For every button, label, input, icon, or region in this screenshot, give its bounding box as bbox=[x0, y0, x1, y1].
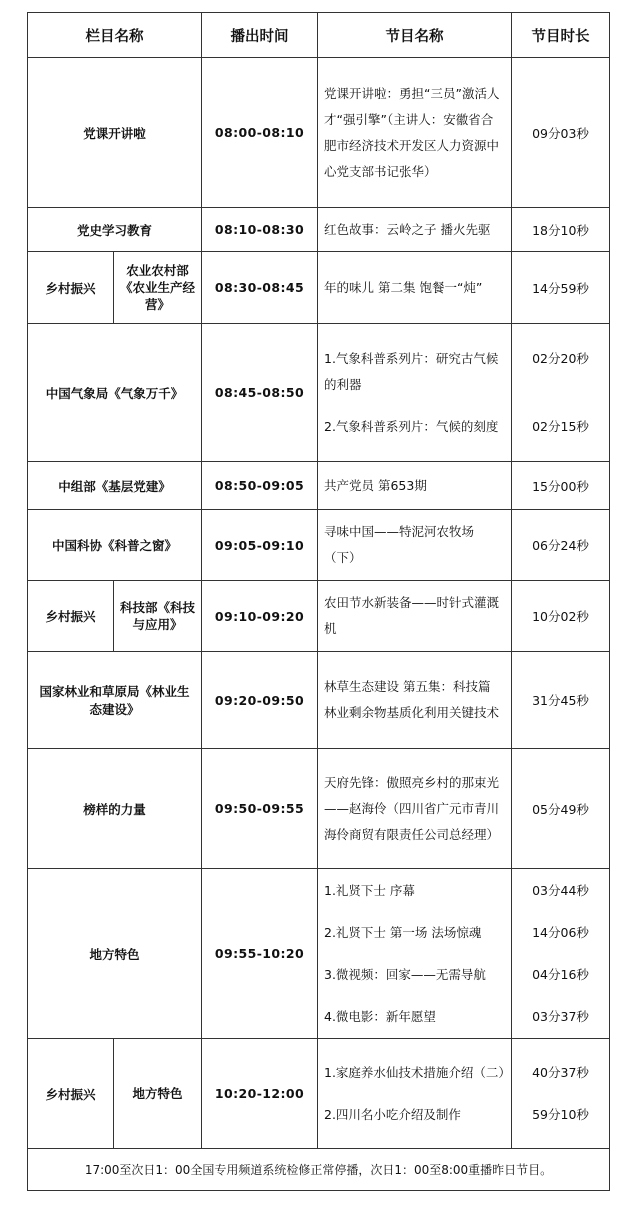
column-name: 地方特色 bbox=[28, 869, 202, 1039]
column-name: 中国科协《科普之窗》 bbox=[28, 510, 202, 581]
air-time: 08:10-08:30 bbox=[202, 208, 318, 252]
duration-item: 03分44秒 bbox=[532, 882, 589, 898]
air-time: 08:50-09:05 bbox=[202, 462, 318, 510]
column-name: 榜样的力量 bbox=[28, 749, 202, 869]
table-row bbox=[28, 324, 610, 462]
column-name: 乡村振兴 bbox=[28, 581, 114, 652]
table-row bbox=[28, 252, 610, 324]
column-name: 中国气象局《气象万千》 bbox=[28, 324, 202, 462]
program-duration bbox=[512, 1039, 610, 1149]
air-time: 08:30-08:45 bbox=[202, 252, 318, 324]
program-name: 红色故事：云岭之子 播火先驱 bbox=[318, 208, 512, 252]
table-row bbox=[28, 652, 610, 749]
program-duration: 06分24秒 bbox=[512, 510, 610, 581]
program-duration bbox=[512, 869, 610, 1039]
schedule-note: 17:00至次日1：00全国专用频道系统检修正常停播，次日1：00至8:00重播昨日节目。 bbox=[28, 1149, 610, 1191]
air-time: 08:45-08:50 bbox=[202, 324, 318, 462]
program-name bbox=[318, 1039, 512, 1149]
header-column: 栏目名称 bbox=[28, 13, 202, 58]
program-name: 寻味中国——特泥河农牧场（下） bbox=[318, 510, 512, 581]
program-item: 3.微视频：回家——无需导航 bbox=[324, 966, 486, 982]
column-name: 乡村振兴 bbox=[28, 252, 114, 324]
program-name: 林草生态建设 第五集：科技篇 林业剩余物基质化利用关键技术 bbox=[318, 652, 512, 749]
program-name bbox=[318, 324, 512, 462]
duration-item: 04分16秒 bbox=[532, 966, 589, 982]
program-item: 1.气象科普系列片：研究古气候的利器 bbox=[324, 350, 499, 392]
air-time: 09:20-09:50 bbox=[202, 652, 318, 749]
air-time: 09:50-09:55 bbox=[202, 749, 318, 869]
program-item: 2.礼贤下士 第一场 法场惊魂 bbox=[324, 924, 482, 940]
program-name: 年的味儿 第二集 饱餐一“炖” bbox=[318, 252, 512, 324]
table-row bbox=[28, 58, 610, 208]
program-duration: 18分10秒 bbox=[512, 208, 610, 252]
program-item: 2.气象科普系列片：气候的刻度 bbox=[324, 418, 499, 434]
table-row bbox=[28, 869, 610, 1039]
air-time: 09:10-09:20 bbox=[202, 581, 318, 652]
air-time: 08:00-08:10 bbox=[202, 58, 318, 208]
column-name: 中组部《基层党建》 bbox=[28, 462, 202, 510]
header-row bbox=[28, 13, 610, 58]
column-name: 乡村振兴 bbox=[28, 1039, 114, 1149]
table-row bbox=[28, 581, 610, 652]
program-name: 农田节水新装备——时针式灌溉机 bbox=[318, 581, 512, 652]
air-time: 10:20-12:00 bbox=[202, 1039, 318, 1149]
program-duration bbox=[512, 324, 610, 462]
table-row bbox=[28, 208, 610, 252]
header-program: 节目名称 bbox=[318, 13, 512, 58]
program-duration: 10分02秒 bbox=[512, 581, 610, 652]
table-row bbox=[28, 749, 610, 869]
sub-column-name: 农业农村部《农业生产经营》 bbox=[114, 252, 202, 324]
air-time: 09:05-09:10 bbox=[202, 510, 318, 581]
sub-column-name: 科技部《科技与应用》 bbox=[114, 581, 202, 652]
note-row bbox=[28, 1149, 610, 1191]
program-item: 4.微电影：新年愿望 bbox=[324, 1008, 436, 1024]
column-name: 党课开讲啦 bbox=[28, 58, 202, 208]
program-name: 天府先锋：傲照亮乡村的那束光——赵海伶（四川省广元市青川海伶商贸有限责任公司总经理） bbox=[318, 749, 512, 869]
program-duration: 05分49秒 bbox=[512, 749, 610, 869]
column-name: 国家林业和草原局《林业生态建设》 bbox=[28, 652, 202, 749]
duration-item: 40分37秒 bbox=[532, 1064, 589, 1080]
duration-item: 03分37秒 bbox=[532, 1008, 589, 1024]
sub-column-name: 地方特色 bbox=[114, 1039, 202, 1149]
duration-item: 02分15秒 bbox=[532, 418, 589, 434]
table-row bbox=[28, 462, 610, 510]
program-duration: 31分45秒 bbox=[512, 652, 610, 749]
header-duration: 节目时长 bbox=[512, 13, 610, 58]
column-name: 党史学习教育 bbox=[28, 208, 202, 252]
header-time: 播出时间 bbox=[202, 13, 318, 58]
duration-item: 14分06秒 bbox=[532, 924, 589, 940]
program-name: 共产党员 第653期 bbox=[318, 462, 512, 510]
program-duration: 14分59秒 bbox=[512, 252, 610, 324]
program-item: 1.礼贤下士 序幕 bbox=[324, 882, 415, 898]
duration-item: 02分20秒 bbox=[532, 350, 589, 366]
program-duration: 15分00秒 bbox=[512, 462, 610, 510]
duration-item: 59分10秒 bbox=[532, 1106, 589, 1122]
program-item: 2.四川名小吃介绍及制作 bbox=[324, 1106, 461, 1122]
air-time: 09:55-10:20 bbox=[202, 869, 318, 1039]
program-duration: 09分03秒 bbox=[512, 58, 610, 208]
program-item: 1.家庭养水仙技术措施介绍（二） bbox=[324, 1064, 511, 1080]
schedule-table bbox=[27, 12, 610, 1191]
table-row bbox=[28, 1039, 610, 1149]
table-row bbox=[28, 510, 610, 581]
program-name bbox=[318, 869, 512, 1039]
program-name: 党课开讲啦：勇担“三员”激活人才“强引擎”（主讲人：安徽省合肥市经济技术开发区人力资源中心党支部书记张华） bbox=[318, 58, 512, 208]
